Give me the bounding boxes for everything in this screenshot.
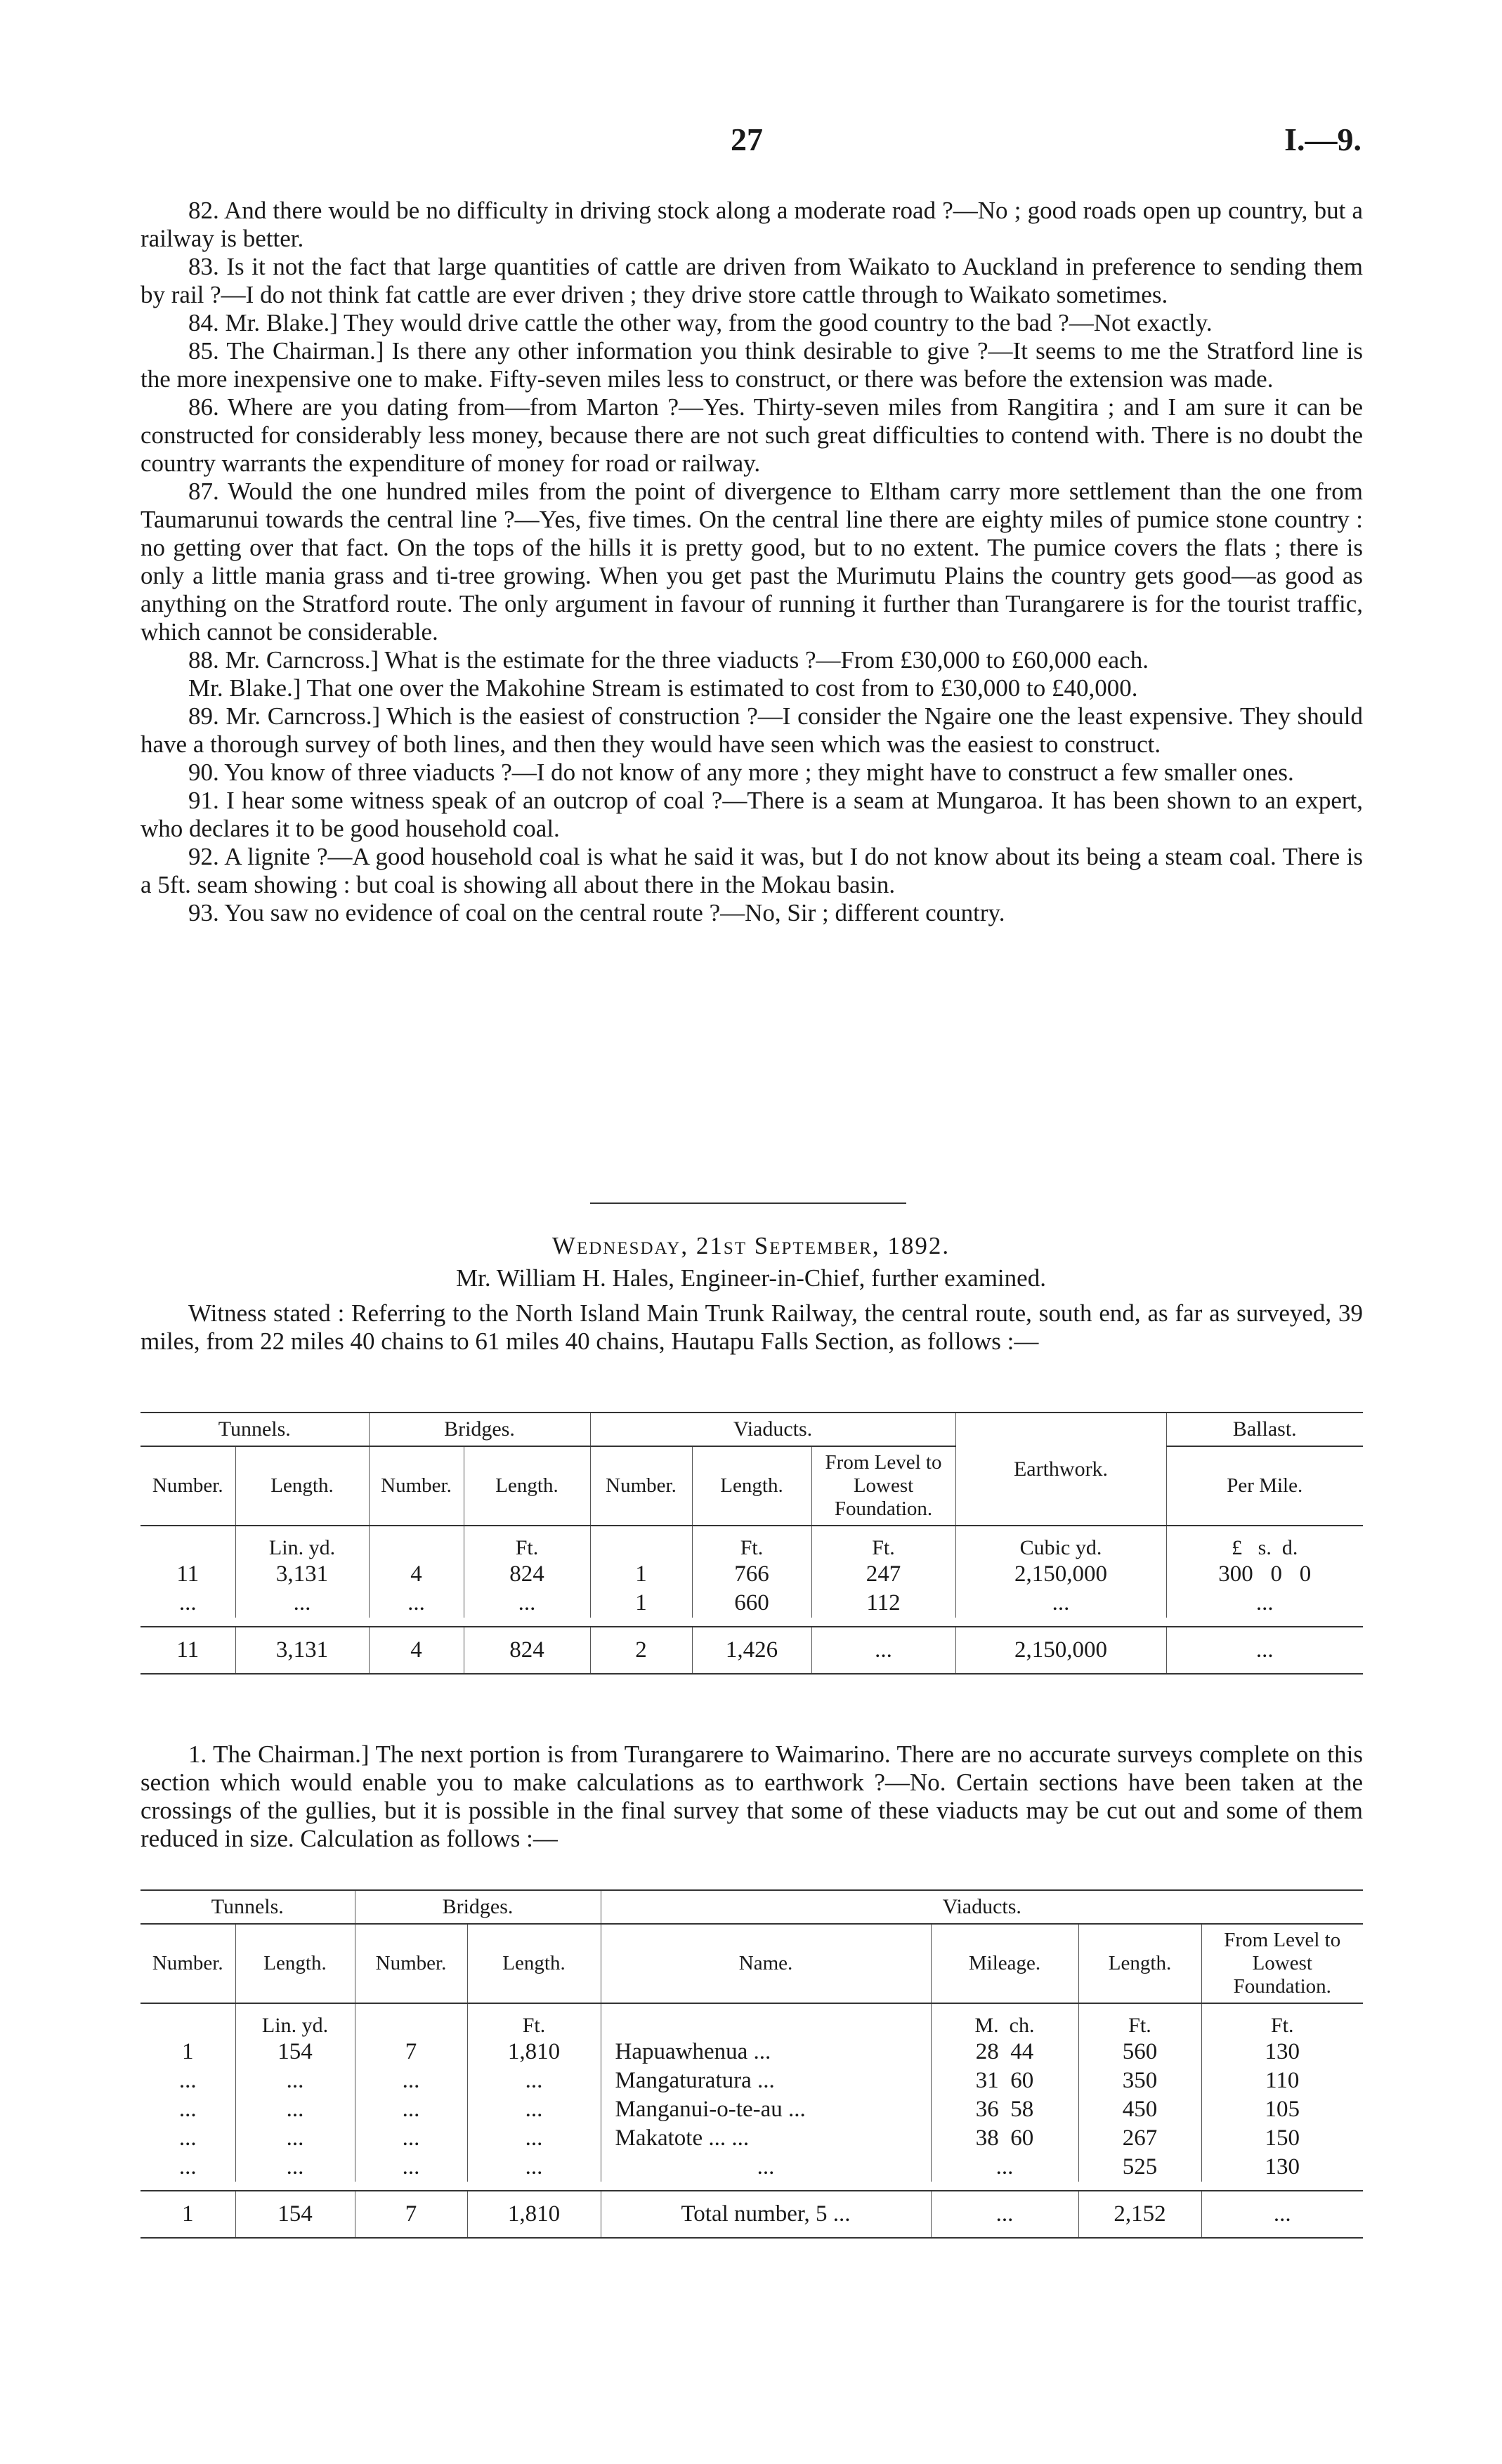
table-cell: 300 0 0: [1166, 1560, 1363, 1589]
table-cell: Ft.: [811, 1526, 955, 1560]
table2-col-viaduct-length: Length.: [1078, 1924, 1201, 2003]
table-cell: 2,150,000: [955, 1627, 1166, 1674]
table-cell: 247: [811, 1560, 955, 1589]
table-cell: Ft.: [467, 2003, 601, 2038]
table-cell: 267: [1078, 2124, 1201, 2153]
table-cell: 28 44: [931, 2038, 1078, 2066]
table-cell: 105: [1201, 2095, 1363, 2124]
table-cell: [141, 2003, 235, 2038]
chairman-question-block: [141, 1741, 1363, 1853]
table2-group-bridges: Bridges.: [355, 1890, 601, 1924]
table1-sub-header: [141, 1446, 1363, 1526]
paragraph-88: 88. Mr. Carncross.] What is the estimate for the three viaducts ?—From £30,000 to £60,000 each.: [188, 646, 1149, 674]
table-cell: Lin. yd.: [235, 1526, 369, 1560]
page-number: 27: [731, 122, 763, 157]
table-cell: 450: [1078, 2095, 1201, 2124]
paragraph-blake: Mr. Blake.] That one over the Makohine Stream is estimated to cost from to £30,000 to £40,000.: [188, 674, 1138, 702]
document-reference: I.—9.: [1284, 122, 1361, 157]
table-cell: ...: [235, 2153, 355, 2182]
turangarere-waimarino-table: [141, 1889, 1363, 2239]
table-cell: ...: [464, 1589, 590, 1618]
table-cell: £ s. d.: [1166, 1526, 1363, 1560]
table1-col-bridge-length: Length.: [464, 1446, 590, 1526]
table2-col-viaduct-name: Name.: [601, 1924, 931, 2003]
table2-spacer: [141, 2182, 1363, 2191]
paragraph-87: 87. Would the one hundred miles from the point of divergence to Eltham carry more settlement than the one from Taumarunui towards the central line ?—Yes, five times. On the central line there are eighty miles of pumice stone country : no getting over that fact. On the tops of the hills it is pretty good, but to no extent. The pumice covers the flats ; there is only a little mania grass and ti-tree growing. When you get past the Murimutu Plains the country gets good—as good as anything on the Stratford route. The only argument in favour of running it further than Turangarere is for the tourist traffic, which cannot be considerable.: [141, 478, 1363, 646]
viaduct-name: Makatote ... ...: [601, 2124, 931, 2153]
table-cell: ...: [355, 2153, 467, 2182]
table2-total-row: [141, 2191, 1363, 2238]
paragraph-92: 92. A lignite ?—A good household coal is what he said it was, but I do not know about its being a steam coal. There is a 5ft. seam showing : but coal is showing all about there in the Mokau basin.: [141, 843, 1363, 898]
table-cell: ...: [178, 1590, 197, 1616]
table-row: [141, 1560, 1363, 1589]
table-cell: ...: [235, 1589, 369, 1618]
table-cell: ...: [931, 2153, 1078, 2182]
table2-col-tunnel-number: Number.: [141, 1924, 235, 2003]
table-row: [141, 2038, 1363, 2066]
table-cell: 154: [235, 2191, 355, 2238]
paragraph-1-chairman: 1. The Chairman.] The next portion is from Turangarere to Waimarino. There are no accurate surveys complete on this section which would enable you to make calculations as to earthwork ?—No. Certain sections have been taken at the crossings of the gullies, but it is possible in the final survey that some of these viaducts may be cut out and some of them reduced in size. Calculation as follows :—: [141, 1741, 1363, 1852]
hautapu-falls-table: [141, 1412, 1363, 1675]
viaduct-name: Mangaturatura ...: [601, 2066, 931, 2095]
table-cell: 824: [464, 1627, 590, 1674]
session-date: Wednesday, 21st September, 1892.: [551, 1232, 951, 1259]
table-cell: 2,152: [1078, 2191, 1201, 2238]
table-cell: Ft.: [464, 1526, 590, 1560]
table-cell: [590, 1526, 692, 1560]
table-cell: 1: [590, 1589, 692, 1618]
testimony-top: [141, 197, 1363, 927]
table-cell: 154: [235, 2038, 355, 2066]
table1-group-viaducts: Viaducts.: [590, 1413, 955, 1446]
table-cell: ...: [467, 2066, 601, 2095]
table-cell: 660: [692, 1589, 811, 1618]
table-cell: ...: [235, 2124, 355, 2153]
table-cell: [369, 1526, 464, 1560]
paragraph-91: 91. I hear some witness speak of an outcrop of coal ?—There is a seam at Mungaroa. It has been shown to an expert, who declares it to be good household coal.: [141, 787, 1363, 842]
table-cell: ...: [178, 2097, 197, 2122]
table-cell: ...: [178, 2154, 197, 2180]
table-cell: 1: [182, 2039, 194, 2064]
paragraph-90: 90. You know of three viaducts ?—I do not know of any more ; they might have to construct a few smaller ones.: [188, 759, 1294, 786]
table-cell: [601, 2003, 931, 2038]
table-cell: 350: [1078, 2066, 1201, 2095]
table-cell: 130: [1201, 2038, 1363, 2066]
table2-col-tunnel-length: Length.: [235, 1924, 355, 2003]
paragraph-82: 82. And there would be no difficulty in driving stock along a moderate road ?—No ; good roads open up country, but a railway is better.: [141, 197, 1363, 252]
table-cell: ...: [601, 2153, 931, 2182]
paragraph-83: 83. Is it not the fact that large quantities of cattle are driven from Waikato to Auckland in preference to sending them by rail ?—I do not think fat cattle are ever driven ; they drive store cattle through to Waikato sometimes.: [141, 253, 1363, 308]
table-cell: ...: [178, 2068, 197, 2093]
table-cell: 110: [1201, 2066, 1363, 2095]
table-cell: Lin. yd.: [235, 2003, 355, 2038]
table1-col-viaduct-number: Number.: [590, 1446, 692, 1526]
table1-group-bridges: Bridges.: [369, 1413, 590, 1446]
table-row: [141, 2095, 1363, 2124]
table2-group-header: [141, 1890, 1363, 1924]
table1-col-tunnel-number: Number.: [141, 1446, 235, 1526]
table-cell: 525: [1078, 2153, 1201, 2182]
table-cell: [355, 2003, 467, 2038]
table-row: [141, 2124, 1363, 2153]
table-cell: 112: [811, 1589, 955, 1618]
section-divider: [590, 1202, 906, 1204]
paragraph-89: 89. Mr. Carncross.] Which is the easiest of construction ?—I consider the Ngaire one the least expensive. They should have a thorough survey of both lines, and then they would have seen which was the easiest to construct.: [141, 702, 1363, 758]
table-cell: ...: [355, 2095, 467, 2124]
table1-group-ballast: Ballast.: [1166, 1413, 1363, 1446]
table-cell: 130: [1201, 2153, 1363, 2182]
table-cell: ...: [955, 1589, 1166, 1618]
table2-col-bridge-length: Length.: [467, 1924, 601, 2003]
table-cell: 31 60: [931, 2066, 1078, 2095]
table-cell: ...: [1166, 1589, 1363, 1618]
table-cell: 4: [369, 1560, 464, 1589]
table-cell: Ft.: [692, 1526, 811, 1560]
table-cell: 1: [141, 2191, 235, 2238]
table-cell: 38 60: [931, 2124, 1078, 2153]
table-cell: 560: [1078, 2038, 1201, 2066]
table-cell: 1,810: [467, 2191, 601, 2238]
table1-group-header: [141, 1413, 1363, 1446]
table-cell: 2: [590, 1627, 692, 1674]
table2-sub-header: [141, 1924, 1363, 2003]
table-cell: Cubic yd.: [955, 1526, 1166, 1560]
table-cell: ...: [355, 2124, 467, 2153]
table-cell: ...: [369, 1589, 464, 1618]
table-row: [141, 1589, 1363, 1618]
table2-col-bridge-number: Number.: [355, 1924, 467, 2003]
table-cell: 824: [464, 1560, 590, 1589]
table1-col-tunnel-length: Length.: [235, 1446, 369, 1526]
table-cell: 766: [692, 1560, 811, 1589]
table1-units-row: [141, 1526, 1363, 1560]
table1-col-viaduct-foundation: From Level to Lowest Foundation.: [811, 1446, 955, 1526]
table-row: [141, 2153, 1363, 2182]
table-row: [141, 2066, 1363, 2095]
table-cell: 2,150,000: [955, 1560, 1166, 1589]
table-cell: 3,131: [235, 1627, 369, 1674]
witness-statement: Witness stated : Referring to the North Island Main Trunk Railway, the central route, south end, as far as surveyed, 39 miles, from 22 miles 40 chains to 61 miles 40 chains, Hautapu Falls Section, as follows :—: [141, 1299, 1363, 1355]
table-cell: [141, 1526, 235, 1560]
table1-spacer: [141, 1618, 1363, 1627]
table-cell: Ft.: [1078, 2003, 1201, 2038]
viaduct-name: Manganui-o-te-au ...: [601, 2095, 931, 2124]
table1-col-viaduct-length: Length.: [692, 1446, 811, 1526]
table1-group-earthwork: Earthwork.: [955, 1413, 1166, 1526]
table1-total-row: [141, 1627, 1363, 1674]
table-cell: ...: [235, 2066, 355, 2095]
viaduct-name: Hapuawhenua ...: [601, 2038, 931, 2066]
table-cell: 3,131: [235, 1560, 369, 1589]
table-cell: ...: [178, 2125, 197, 2151]
paragraph-86: 86. Where are you dating from—from Marton ?—Yes. Thirty-seven miles from Rangitira ; and I am sure it can be constructed for considerably less money, because there are not such great difficulties to contend with. There is no doubt the country warrants the expenditure of money for road or railway.: [141, 393, 1363, 477]
table-cell: ...: [467, 2153, 601, 2182]
table-cell: 11: [141, 1627, 235, 1674]
table-cell: ...: [1201, 2191, 1363, 2238]
paragraph-84: 84. Mr. Blake.] They would drive cattle the other way, from the good country to the bad ?—Not exactly.: [188, 309, 1213, 336]
table2-col-viaduct-mileage: Mileage.: [931, 1924, 1078, 2003]
table-cell: 7: [355, 2191, 467, 2238]
table1-col-ballast-per-mile: Per Mile.: [1166, 1446, 1363, 1526]
paragraph-85: 85. The Chairman.] Is there any other information you think desirable to give ?—It seems to me the Stratford line is the more inexpensive one to make. Fifty-seven miles less to construct, or there was before the extension was made.: [141, 337, 1363, 393]
witness-statement-block: [141, 1299, 1363, 1356]
table-cell: 36 58: [931, 2095, 1078, 2124]
table-cell: 1,810: [467, 2038, 601, 2066]
table-cell: ...: [355, 2066, 467, 2095]
table-cell: ...: [811, 1627, 955, 1674]
table-cell: ...: [467, 2095, 601, 2124]
table-cell: ...: [467, 2124, 601, 2153]
table1-group-tunnels: Tunnels.: [141, 1413, 369, 1446]
table2-col-viaduct-foundation: From Level to Lowest Foundation.: [1201, 1924, 1363, 2003]
paragraph-93: 93. You saw no evidence of coal on the central route ?—No, Sir ; different country.: [188, 899, 1005, 926]
table-cell: M. ch.: [931, 2003, 1078, 2038]
table-cell: 1,426: [692, 1627, 811, 1674]
table2-group-viaducts: Viaducts.: [601, 1890, 1363, 1924]
table-cell: 7: [355, 2038, 467, 2066]
table-cell: Ft.: [1201, 2003, 1363, 2038]
table2-group-tunnels: Tunnels.: [141, 1890, 355, 1924]
table-cell: ...: [931, 2191, 1078, 2238]
table-cell: 1: [590, 1560, 692, 1589]
table-cell: ...: [235, 2095, 355, 2124]
table-cell: 4: [369, 1627, 464, 1674]
table-cell: Total number, 5 ...: [601, 2191, 931, 2238]
table2-units-row: [141, 2003, 1363, 2038]
table1-col-bridge-number: Number.: [369, 1446, 464, 1526]
table-cell: ...: [1166, 1627, 1363, 1674]
table-cell: 150: [1201, 2124, 1363, 2153]
witness-heading: Mr. William H. Hales, Engineer-in-Chief, further examined.: [456, 1264, 1046, 1292]
table-cell: 11: [176, 1561, 200, 1587]
